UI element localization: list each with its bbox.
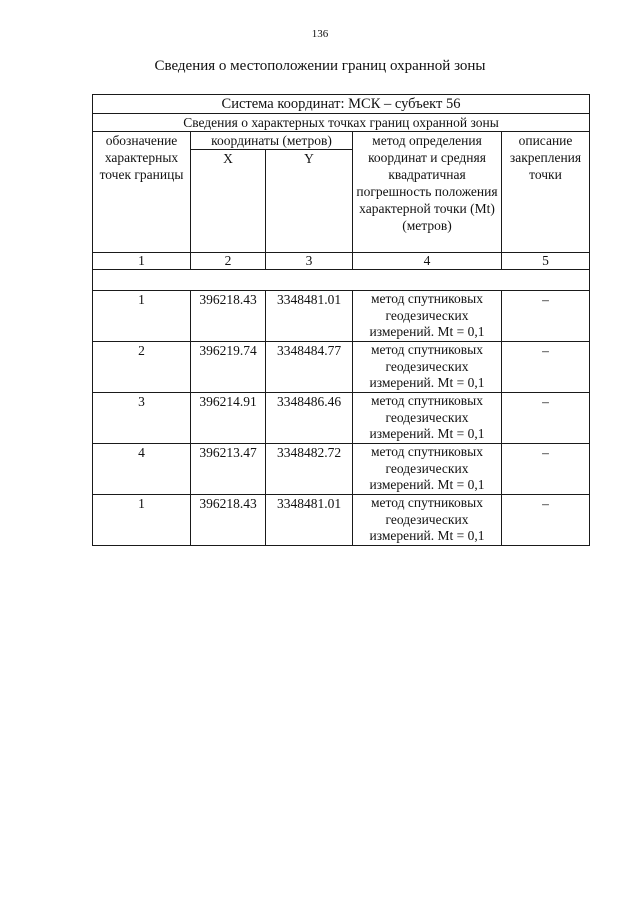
method-cell: метод спутниковых геодезических измерений. Mt = 0,1 (353, 495, 502, 546)
table-body (93, 95, 590, 546)
spacer-row (93, 270, 590, 291)
spacer-cell (93, 270, 590, 291)
x-cell: 396213.47 (191, 444, 266, 495)
point-cell: 4 (93, 444, 191, 495)
document-title: Сведения о местоположении границ охранной зоны (154, 58, 486, 74)
y-cell: 3348484.77 (266, 342, 353, 393)
column-number: 1 (93, 253, 191, 270)
y-cell: 3348481.01 (266, 495, 353, 546)
y-cell: 3348482.72 (266, 444, 353, 495)
point-cell: 1 (93, 291, 191, 342)
column-number: 2 (191, 253, 266, 270)
point-cell: 2 (93, 342, 191, 393)
x-cell: 396218.43 (191, 291, 266, 342)
column-number: 4 (353, 253, 502, 270)
method-cell: метод спутниковых геодезических измерений. Mt = 0,1 (353, 291, 502, 342)
points-caption-row (93, 114, 590, 132)
header-x: X (191, 150, 266, 253)
header-description: описание закрепления точки (502, 132, 590, 253)
description-cell: – (502, 342, 590, 393)
table-row (93, 393, 590, 444)
point-cell: 1 (93, 495, 191, 546)
points-caption-cell: Сведения о характерных точках границ охранной зоны (93, 114, 590, 132)
description-cell: – (502, 291, 590, 342)
coordinates-table (92, 94, 590, 546)
x-cell: 396214.91 (191, 393, 266, 444)
header-row-top (93, 132, 590, 150)
header-method: метод определения координат и средняя квадратичная погрешность положения характерной точки (Mt) (метров) (353, 132, 502, 253)
y-cell: 3348486.46 (266, 393, 353, 444)
table-row (93, 342, 590, 393)
coord-system-row (93, 95, 590, 114)
description-cell: – (502, 444, 590, 495)
description-cell: – (502, 393, 590, 444)
table-row (93, 291, 590, 342)
column-number: 3 (266, 253, 353, 270)
header-coordinates: координаты (метров) (191, 132, 353, 150)
table-row (93, 495, 590, 546)
column-number: 5 (502, 253, 590, 270)
page-number: 136 (311, 28, 329, 40)
x-cell: 396218.43 (191, 495, 266, 546)
method-cell: метод спутниковых геодезических измерений. Mt = 0,1 (353, 444, 502, 495)
x-cell: 396219.74 (191, 342, 266, 393)
header-designation: обозначение характерных точек границы (93, 132, 191, 253)
header-y: Y (266, 150, 353, 253)
table-row (93, 444, 590, 495)
description-cell: – (502, 495, 590, 546)
column-number-row (93, 253, 590, 270)
method-cell: метод спутниковых геодезических измерений. Mt = 0,1 (353, 393, 502, 444)
coord-system-cell: Система координат: МСК – субъект 56 (93, 95, 590, 114)
point-cell: 3 (93, 393, 191, 444)
y-cell: 3348481.01 (266, 291, 353, 342)
method-cell: метод спутниковых геодезических измерений. Mt = 0,1 (353, 342, 502, 393)
